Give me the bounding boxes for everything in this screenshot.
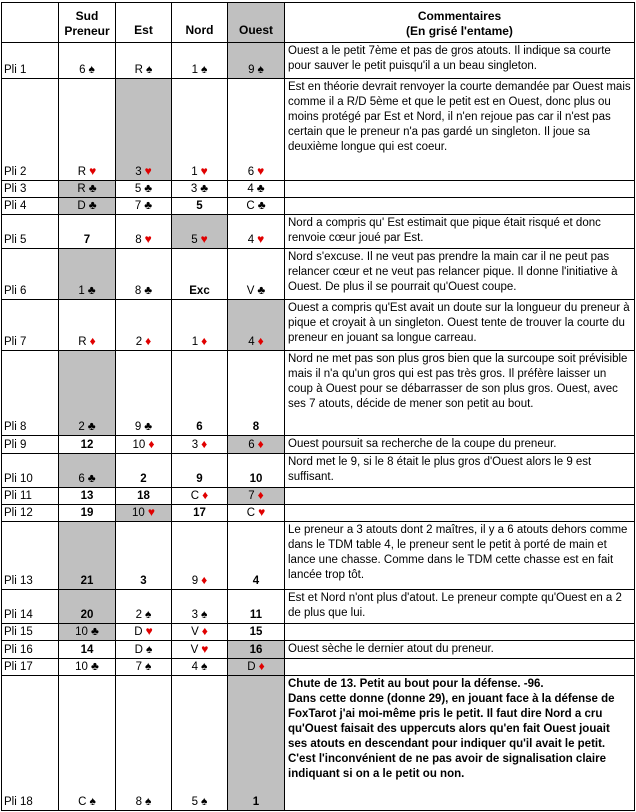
club-icon: ♣ bbox=[200, 181, 209, 195]
trick-row bbox=[2, 624, 635, 641]
card-est bbox=[116, 505, 172, 522]
trick-row bbox=[2, 676, 635, 811]
card-est bbox=[116, 641, 172, 659]
diamond-icon: ♦ bbox=[145, 334, 152, 348]
trick-row bbox=[2, 454, 635, 488]
spade-icon: ♠ bbox=[88, 62, 95, 76]
trick-comment bbox=[285, 624, 635, 641]
card-value: 3 bbox=[135, 166, 142, 178]
card-value: 4 bbox=[191, 661, 199, 673]
card-sud bbox=[59, 436, 116, 454]
card-nord bbox=[172, 436, 228, 454]
card-value: 7 bbox=[134, 200, 142, 212]
card-ouest bbox=[228, 249, 285, 300]
card-value: 4 bbox=[248, 336, 255, 348]
header-est: Est bbox=[116, 3, 172, 43]
trick-row bbox=[2, 198, 635, 215]
trick-number: Pli 3 bbox=[2, 181, 59, 198]
club-icon: ♣ bbox=[144, 419, 153, 433]
tricks-table bbox=[1, 2, 635, 811]
spade-icon: ♠ bbox=[201, 62, 208, 76]
card-sud bbox=[59, 522, 116, 590]
card-est bbox=[116, 522, 172, 590]
card-nord bbox=[172, 488, 228, 505]
card-nord bbox=[172, 624, 228, 641]
diamond-icon: ♦ bbox=[257, 334, 264, 348]
card-value: 2 bbox=[140, 473, 147, 485]
card-value: 2 bbox=[78, 421, 85, 433]
card-sud bbox=[59, 43, 116, 79]
card-nord bbox=[172, 215, 228, 249]
trick-comment: Nord met le 9, si le 8 était le plus gros d'Ouest alors le 9 est suffisant. bbox=[285, 454, 635, 488]
card-nord bbox=[172, 300, 228, 351]
club-icon: ♣ bbox=[257, 198, 266, 212]
trick-number: Pli 7 bbox=[2, 300, 59, 351]
trick-row bbox=[2, 436, 635, 454]
trick-number: Pli 14 bbox=[2, 590, 59, 624]
trick-row bbox=[2, 249, 635, 300]
card-value: Exc bbox=[189, 285, 210, 297]
card-est bbox=[116, 181, 172, 198]
trick-comment: Ouest sèche le dernier atout du preneur. bbox=[285, 641, 635, 659]
card-value: 7 bbox=[83, 234, 91, 246]
card-ouest bbox=[228, 198, 285, 215]
trick-row bbox=[2, 79, 635, 181]
card-ouest bbox=[228, 79, 285, 181]
club-icon: ♣ bbox=[88, 198, 97, 212]
trick-row bbox=[2, 43, 635, 79]
diamond-icon: ♦ bbox=[148, 437, 155, 451]
card-value: 2 bbox=[135, 336, 143, 348]
card-ouest bbox=[228, 300, 285, 351]
card-nord bbox=[172, 43, 228, 79]
trick-number: Pli 5 bbox=[2, 215, 59, 249]
card-value: 9 bbox=[196, 473, 203, 485]
card-nord bbox=[172, 590, 228, 624]
card-ouest bbox=[228, 624, 285, 641]
card-nord bbox=[172, 659, 228, 676]
card-nord bbox=[172, 522, 228, 590]
card-est bbox=[116, 249, 172, 300]
card-sud bbox=[59, 181, 116, 198]
card-value: 6 bbox=[196, 421, 203, 433]
card-value: 9 bbox=[248, 64, 255, 76]
card-value: 5 bbox=[134, 183, 142, 195]
card-value: D bbox=[247, 661, 256, 673]
card-value: 1 bbox=[191, 166, 198, 178]
trick-number: Pli 17 bbox=[2, 659, 59, 676]
card-value: 16 bbox=[249, 644, 263, 656]
card-ouest bbox=[228, 522, 285, 590]
card-sud bbox=[59, 300, 116, 351]
spade-icon: ♠ bbox=[145, 794, 152, 808]
card-ouest bbox=[228, 676, 285, 811]
card-value: 6 bbox=[79, 64, 86, 76]
diamond-icon: ♦ bbox=[201, 624, 208, 638]
card-sud bbox=[59, 488, 116, 505]
card-value: C bbox=[78, 796, 87, 808]
card-est bbox=[116, 624, 172, 641]
card-sud bbox=[59, 249, 116, 300]
spade-icon: ♠ bbox=[201, 607, 208, 621]
diamond-icon: ♦ bbox=[257, 437, 264, 451]
trick-number: Pli 1 bbox=[2, 43, 59, 79]
card-nord bbox=[172, 181, 228, 198]
card-value: 3 bbox=[140, 575, 147, 587]
card-ouest bbox=[228, 181, 285, 198]
card-value: 10 bbox=[249, 473, 263, 485]
spade-icon: ♠ bbox=[145, 607, 152, 621]
card-sud bbox=[59, 590, 116, 624]
card-sud bbox=[59, 454, 116, 488]
card-value: 5 bbox=[196, 200, 203, 212]
card-value: 8 bbox=[134, 285, 142, 297]
card-est bbox=[116, 79, 172, 181]
card-value: 4 bbox=[252, 575, 260, 587]
heart-icon: ♥ bbox=[257, 164, 265, 178]
trick-row bbox=[2, 590, 635, 624]
card-value: 17 bbox=[193, 507, 206, 519]
card-est bbox=[116, 454, 172, 488]
card-nord bbox=[172, 454, 228, 488]
club-icon: ♣ bbox=[257, 283, 266, 297]
trick-comment: Nord s'excuse. Il ne veut pas prendre la main car il ne peut pas relancer cœur et ne veut pas relancer pique. Il donne l'initiative à Ouest. De plus il se pourrait qu'Ouest coupe. bbox=[285, 249, 635, 300]
trick-row bbox=[2, 181, 635, 198]
trick-row bbox=[2, 522, 635, 590]
card-est bbox=[116, 676, 172, 811]
club-icon: ♣ bbox=[256, 181, 265, 195]
heart-icon: ♥ bbox=[200, 164, 208, 178]
trick-number: Pli 8 bbox=[2, 351, 59, 436]
trick-number: Pli 6 bbox=[2, 249, 59, 300]
header-row bbox=[2, 3, 635, 43]
card-nord bbox=[172, 641, 228, 659]
card-value: C bbox=[190, 490, 200, 502]
card-nord bbox=[172, 351, 228, 436]
header-sud: Sud Preneur bbox=[59, 3, 116, 43]
card-value: R bbox=[134, 64, 143, 76]
card-value: 14 bbox=[80, 644, 94, 656]
card-value: 1 bbox=[191, 64, 199, 76]
heart-icon: ♥ bbox=[257, 232, 265, 246]
club-icon: ♣ bbox=[88, 181, 97, 195]
diamond-icon: ♦ bbox=[201, 437, 208, 451]
heart-icon: ♥ bbox=[89, 164, 97, 178]
card-value: D bbox=[77, 200, 86, 212]
card-est bbox=[116, 215, 172, 249]
card-sud bbox=[59, 505, 116, 522]
card-value: 10 bbox=[75, 661, 88, 673]
card-value: 6 bbox=[247, 166, 255, 178]
card-value: 7 bbox=[248, 490, 255, 502]
card-ouest bbox=[228, 43, 285, 79]
card-ouest bbox=[228, 436, 285, 454]
card-est bbox=[116, 659, 172, 676]
card-value: 6 bbox=[78, 473, 85, 485]
card-value: 13 bbox=[80, 490, 94, 502]
card-value: 8 bbox=[135, 796, 143, 808]
trick-number: Pli 16 bbox=[2, 641, 59, 659]
card-value: 3 bbox=[191, 439, 199, 451]
card-est bbox=[116, 43, 172, 79]
spade-icon: ♠ bbox=[201, 659, 208, 673]
card-value: 15 bbox=[249, 626, 263, 638]
club-icon: ♣ bbox=[87, 471, 96, 485]
trick-number: Pli 15 bbox=[2, 624, 59, 641]
card-value: 3 bbox=[190, 183, 198, 195]
heart-icon: ♥ bbox=[200, 232, 208, 246]
card-value: 12 bbox=[80, 439, 94, 451]
card-value: 11 bbox=[249, 609, 263, 621]
card-value: 5 bbox=[191, 234, 198, 246]
card-value: 8 bbox=[252, 421, 260, 433]
heart-icon: ♥ bbox=[147, 505, 155, 519]
club-icon: ♣ bbox=[144, 198, 153, 212]
card-value: R bbox=[77, 166, 87, 178]
card-sud bbox=[59, 79, 116, 181]
trick-comment: Nord ne met pas son plus gros bien que la surcoupe soit prévisible mais il n'a qu'un gros qui est pas très gros. Il préfère laisser un coup à Ouest pour se débarrasser de son plus gros. Ouest, avec ses 7 atouts, décide de mener son petit au bout. bbox=[285, 351, 635, 436]
card-value: R bbox=[77, 183, 86, 195]
trick-comment bbox=[285, 198, 635, 215]
trick-row bbox=[2, 488, 635, 505]
trick-number: Pli 12 bbox=[2, 505, 59, 522]
trick-row bbox=[2, 300, 635, 351]
trick-comment: Ouest poursuit sa recherche de la coupe du preneur. bbox=[285, 436, 635, 454]
card-value: V bbox=[246, 285, 255, 297]
card-value: 9 bbox=[134, 421, 142, 433]
card-ouest bbox=[228, 590, 285, 624]
card-value: 9 bbox=[191, 575, 199, 587]
trick-row bbox=[2, 351, 635, 436]
diamond-icon: ♦ bbox=[89, 334, 96, 348]
club-icon: ♣ bbox=[144, 181, 153, 195]
card-nord bbox=[172, 198, 228, 215]
trick-number: Pli 11 bbox=[2, 488, 59, 505]
trick-number: Pli 18 bbox=[2, 676, 59, 811]
trick-number: Pli 13 bbox=[2, 522, 59, 590]
heart-icon: ♥ bbox=[144, 164, 152, 178]
trick-row bbox=[2, 641, 635, 659]
card-value: 21 bbox=[80, 575, 94, 587]
diamond-icon: ♦ bbox=[202, 488, 209, 502]
trick-comment: Nord a compris qu' Est estimait que pique était risqué et donc renvoie cœur joué par Est. bbox=[285, 215, 635, 249]
card-sud bbox=[59, 215, 116, 249]
card-ouest bbox=[228, 659, 285, 676]
card-value: 5 bbox=[191, 796, 199, 808]
card-value: 7 bbox=[135, 661, 143, 673]
card-value: 18 bbox=[137, 490, 150, 502]
card-sud bbox=[59, 351, 116, 436]
card-value: 10 bbox=[75, 626, 88, 638]
trick-number: Pli 4 bbox=[2, 198, 59, 215]
card-value: 10 bbox=[132, 507, 145, 519]
card-value: 4 bbox=[247, 183, 254, 195]
trick-comment bbox=[285, 488, 635, 505]
diamond-icon: ♦ bbox=[257, 488, 264, 502]
card-nord bbox=[172, 505, 228, 522]
trick-comment: Ouest a compris qu'Est avait un doute sur la longueur du preneur à pique et croyait à un singleton. Ouest tente de trouver la courte du preneur en jouant sa longue carreau. bbox=[285, 300, 635, 351]
trick-comment: Est et Nord n'ont plus d'atout. Le preneur compte qu'Ouest en a 2 de plus que lui. bbox=[285, 590, 635, 624]
trick-comment bbox=[285, 505, 635, 522]
card-est bbox=[116, 300, 172, 351]
card-value: V bbox=[190, 644, 199, 656]
card-est bbox=[116, 351, 172, 436]
spade-icon: ♠ bbox=[145, 642, 153, 656]
card-ouest bbox=[228, 488, 285, 505]
card-ouest bbox=[228, 505, 285, 522]
club-icon: ♣ bbox=[87, 283, 96, 297]
card-value: R bbox=[78, 336, 87, 348]
heart-icon: ♥ bbox=[144, 232, 152, 246]
card-value: 19 bbox=[80, 507, 94, 519]
trick-row bbox=[2, 505, 635, 522]
header-nord: Nord bbox=[172, 3, 228, 43]
card-est bbox=[116, 436, 172, 454]
card-value: C bbox=[246, 507, 256, 519]
trick-row bbox=[2, 215, 635, 249]
card-value: 1 bbox=[252, 796, 260, 808]
header-comments: Commentaires (En grisé l'entame) bbox=[285, 3, 635, 43]
trick-number: Pli 10 bbox=[2, 454, 59, 488]
card-sud bbox=[59, 659, 116, 676]
trick-comment: Est en théorie devrait renvoyer la courte demandée par Ouest mais comme il a R/D 5ème et que le petit est en Ouest, donc plus ou moins protégé par Est et Nord, il n'en rejoue pas car il n'est pas certain que le preneur n'a pas gardé un singleton. Il joue sa deuxième longue qui est coeur. bbox=[285, 79, 635, 181]
card-sud bbox=[59, 676, 116, 811]
card-sud bbox=[59, 624, 116, 641]
spade-icon: ♠ bbox=[145, 62, 153, 76]
card-value: V bbox=[191, 626, 199, 638]
card-ouest bbox=[228, 215, 285, 249]
spade-icon: ♠ bbox=[257, 62, 264, 76]
card-est bbox=[116, 198, 172, 215]
trick-comment bbox=[285, 659, 635, 676]
card-value: C bbox=[246, 200, 255, 212]
club-icon: ♣ bbox=[87, 419, 96, 433]
card-value: 6 bbox=[248, 439, 255, 451]
diamond-icon: ♦ bbox=[201, 573, 208, 587]
spade-icon: ♠ bbox=[145, 659, 152, 673]
card-sud bbox=[59, 641, 116, 659]
card-value: 4 bbox=[247, 234, 255, 246]
card-nord bbox=[172, 79, 228, 181]
heart-icon: ♥ bbox=[201, 642, 209, 656]
card-sud bbox=[59, 198, 116, 215]
trick-comment bbox=[285, 181, 635, 198]
heart-icon: ♥ bbox=[258, 505, 266, 519]
card-value: 1 bbox=[191, 336, 199, 348]
card-value: 10 bbox=[132, 439, 146, 451]
card-ouest bbox=[228, 351, 285, 436]
spade-icon: ♠ bbox=[201, 794, 208, 808]
trick-number: Pli 2 bbox=[2, 79, 59, 181]
card-value: 3 bbox=[191, 609, 199, 621]
club-icon: ♣ bbox=[144, 283, 153, 297]
heart-icon: ♥ bbox=[145, 624, 153, 638]
card-est bbox=[116, 488, 172, 505]
club-icon: ♣ bbox=[90, 624, 99, 638]
card-nord bbox=[172, 676, 228, 811]
card-ouest bbox=[228, 641, 285, 659]
trick-comment: Chute de 13. Petit au bout pour la défense. -96. Dans cette donne (donne 29), en jouant face à la défense de FoxTarot j'ai moi-même pris le petit. Il faut dire Nord a cru qu'Ouest faisait des uppercuts alors qu'en fait Ouest jouait ses atouts en descendant pour indiquer qu'il avait le petit. C'est l'inconvénient de ne pas avoir de signalisation claire indiquant si on a le petit ou non. bbox=[285, 676, 635, 811]
card-value: D bbox=[134, 644, 143, 656]
header-pli bbox=[2, 3, 59, 43]
card-value: 2 bbox=[135, 609, 143, 621]
card-value: 1 bbox=[78, 285, 85, 297]
trick-comment: Ouest a le petit 7ème et pas de gros atouts. Il indique sa courte pour sauver le petit puisqu'il a un beau singleton. bbox=[285, 43, 635, 79]
diamond-icon: ♦ bbox=[258, 659, 265, 673]
card-ouest bbox=[228, 454, 285, 488]
card-nord bbox=[172, 249, 228, 300]
card-est bbox=[116, 590, 172, 624]
trick-number: Pli 9 bbox=[2, 436, 59, 454]
trick-comment: Le preneur a 3 atouts dont 2 maîtres, il y a 6 atouts dehors comme dans le TDM table 4, le preneur sent le petit à porté de main et lance une chasse. Comme dans le TDM cette chasse est en fait lancée trop tôt. bbox=[285, 522, 635, 590]
spade-icon: ♠ bbox=[89, 794, 96, 808]
club-icon: ♣ bbox=[90, 659, 99, 673]
card-value: 20 bbox=[80, 609, 94, 621]
card-value: D bbox=[134, 626, 143, 638]
diamond-icon: ♦ bbox=[201, 334, 208, 348]
card-value: 8 bbox=[135, 234, 142, 246]
header-ouest: Ouest bbox=[228, 3, 285, 43]
trick-row bbox=[2, 659, 635, 676]
